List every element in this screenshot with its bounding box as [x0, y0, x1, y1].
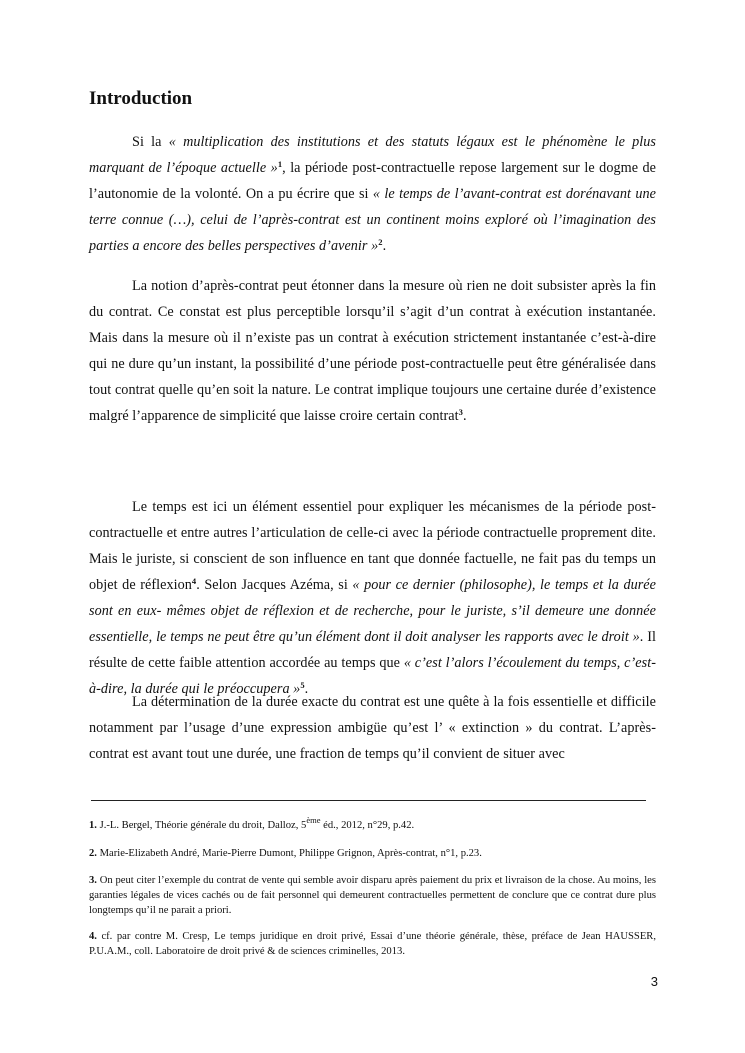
page-number: 3 [650, 974, 658, 989]
footnote-ref: 3 [458, 407, 463, 417]
paragraph-text: . Il résulte de cette faible attention accordée au temps que [89, 629, 656, 671]
footnote-text: éd., 2012, n°29, p.42. [320, 820, 415, 831]
paragraph-text: Si la [132, 134, 169, 150]
paragraph-text: . [304, 681, 309, 697]
page-heading: Introduction [89, 88, 193, 109]
footnote-4 [89, 929, 656, 959]
paragraph-4 [89, 689, 656, 767]
superscript: ème [306, 815, 321, 825]
footnote-number: 1. [89, 820, 97, 831]
footnote-3 [89, 873, 656, 918]
footnote-number: 3. [89, 875, 97, 886]
quotation: « multiplication des institutions et des statuts légaux est le phénomène le plus marquant de l’époque actuelle » [89, 134, 656, 176]
footnote-separator [91, 800, 646, 801]
footnote-2 [89, 846, 656, 861]
footnote-text: On peut citer l’exemple du contrat de vente qui semble avoir disparu après paiement du prix et livraison de la chose. Au moins, les garanties légales de vices cachés ou de fait personnel qui demeurent contractuelles permettent de conclure que ce contrat dure plus longtemps qu’il ne parait a priori. [89, 875, 656, 916]
footnote-number: 2. [89, 848, 97, 859]
paragraph-2 [89, 273, 656, 429]
paragraph-1 [89, 129, 656, 259]
paragraph-text: . [382, 238, 387, 254]
footnote-text: Marie-Elizabeth André, Marie-Pierre Dumont, Philippe Grignon, Après-contrat, n°1, p.23. [96, 848, 482, 859]
quotation: « pour ce dernier (philosophe), le temps et la durée sont en eux- mêmes objet de réflexion et de recherche, pour le juriste, s’il demeure une donnée essentielle, le temps ne peut être qu’un élément dont il doit analyser les rapports avec le droit » [89, 577, 656, 645]
quotation: « le temps de l’avant-contrat est dorénavant une terre connue (…), celui de l’après-contrat est un continent moins exploré où l’imagination des parties a encore des belles perspectives d’avenir » [89, 186, 657, 254]
paragraph-text: . Selon Jacques Azéma, si [196, 577, 353, 593]
paragraph-text: La détermination de la durée exacte du contrat est une quête à la fois essentielle et difficile notamment par l’usage d’une expression ambigüe qu’est l’ « extinction » du contrat. L’après-contrat est avant tout une durée, une fraction de temps qu’il convient de situer avec [89, 694, 656, 762]
paragraph-text: , la période post-contractuelle repose largement sur le dogme de l’autonomie de la volonté. On a pu écrire que si [89, 160, 656, 202]
footnote-ref: 5 [300, 680, 305, 690]
footnote-number: 4. [89, 931, 97, 942]
footnote-text: J.-L. Bergel, Théorie générale du droit, Dalloz, 5 [96, 820, 307, 831]
footnote-ref: 1 [277, 159, 283, 169]
paragraph-text: Le temps est ici un élément essentiel pour expliquer les mécanismes de la période post-contractuelle et entre autres l’articulation de celle-ci avec la période contractuelle proprement dite. Mais le juriste, si conscient de son influence en tant que donnée factuelle, ne fait pas du temps un objet de réflexion [89, 499, 656, 593]
footnote-ref: 4 [191, 576, 197, 586]
paragraph-text: . [462, 408, 467, 424]
footnote-text: cf. par contre M. Cresp, Le temps juridique en droit privé, Essai d’une théorie générale, thèse, préface de Jean HAUSSER, P.U.A.M., coll. Laboratoire de droit privé & de sciences criminelles, 2013. [89, 931, 656, 957]
paragraph-text: La notion d’après-contrat peut étonner dans la mesure où rien ne doit subsister après la fin du contrat. Ce constat est plus perceptible lorsqu’il s’agit d’un contrat à exécution instantanée. Mais dans la mesure où il n’existe pas un contrat à exécution strictement instantanée c’est-à-dire qui ne dure qu’un instant, la possibilité d’une période post-contractuelle peut être généralisée dans tout contrat quelle qu’en soit la nature. Le contrat implique toujours une certaine durée d’existence malgré l’apparence de simplicité que laisse croire certain contrat [89, 278, 656, 424]
footnote-1 [89, 815, 656, 833]
quotation: « c’est l’alors l’écoulement du temps, c’est-à-dire, la durée qui le préoccupera » [89, 655, 656, 697]
footnote-ref: 2 [378, 237, 383, 247]
paragraph-3 [89, 494, 656, 702]
